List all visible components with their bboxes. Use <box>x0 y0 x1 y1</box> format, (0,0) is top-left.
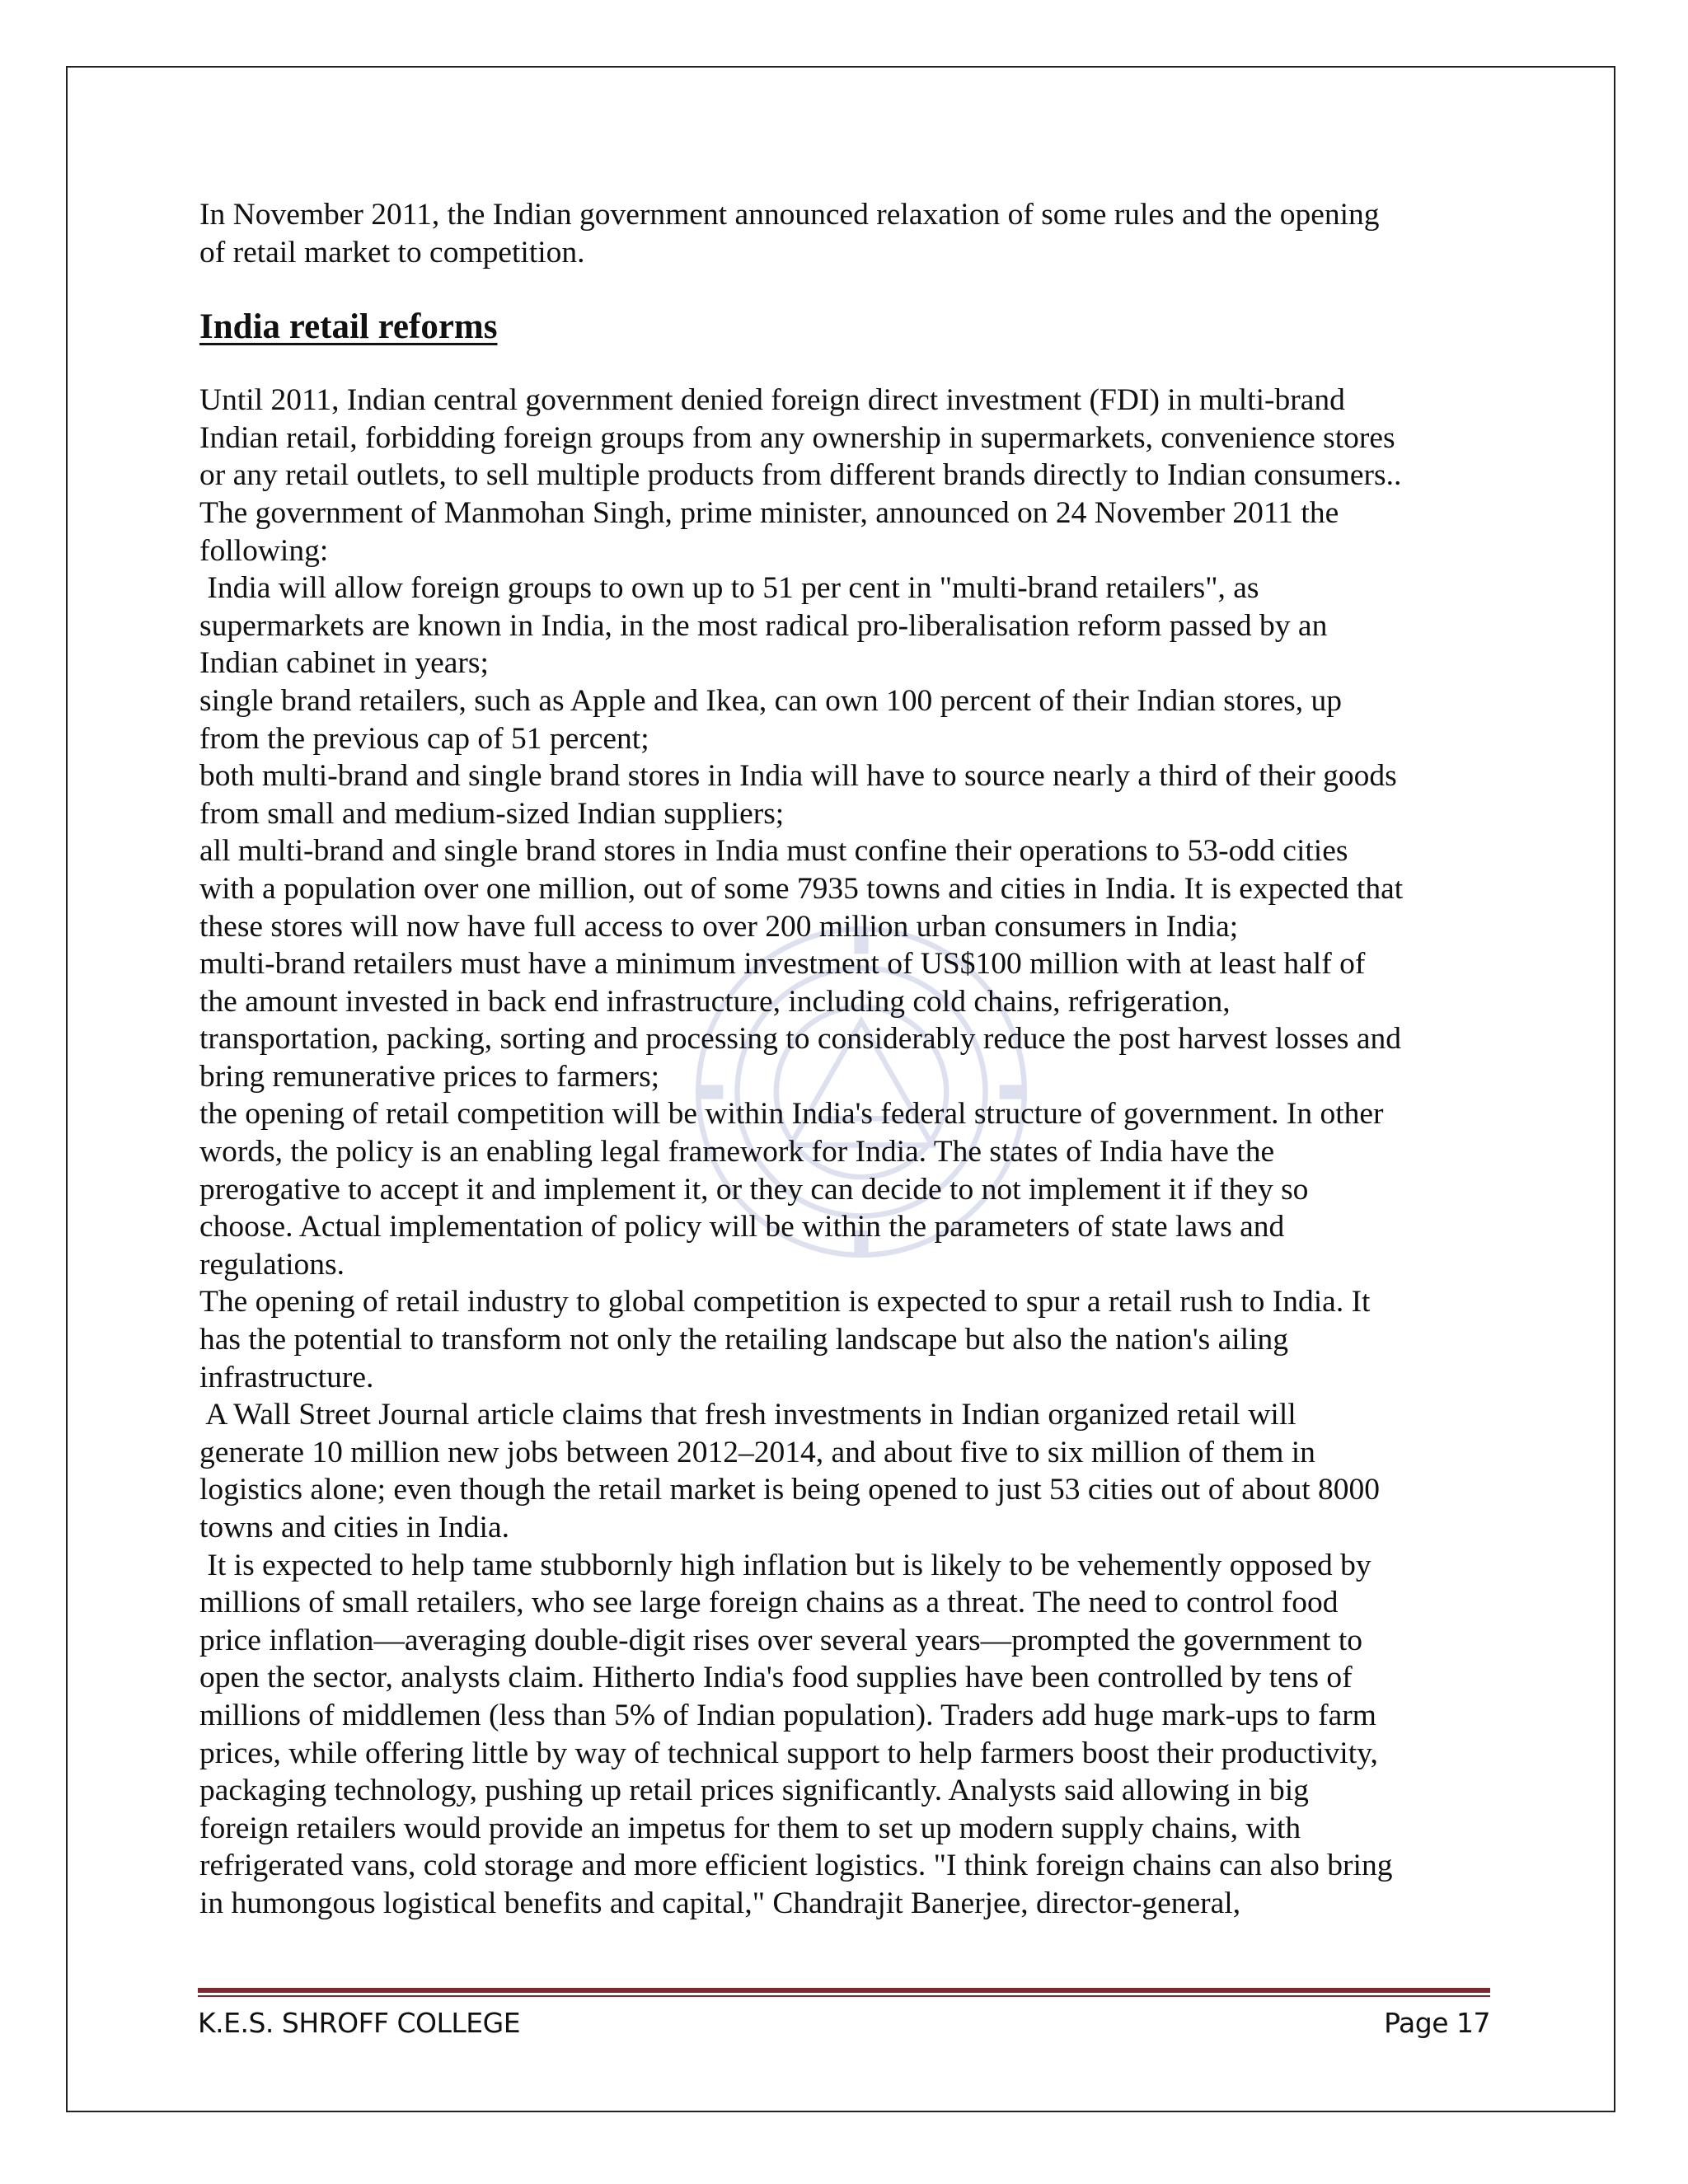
text-line: packaging technology, pushing up retail prices significantly. Analysts said allowing in big <box>199 1774 1309 1808</box>
text-line: in humongous logistical benefits and capital," Chandrajit Banerjee, director-general, <box>199 1886 1241 1920</box>
text-line: In November 2011, the Indian government announced relaxation of some rules and the opening <box>199 198 1380 232</box>
text-line: has the potential to transform not only the retailing landscape but also the nation's ailing <box>199 1323 1289 1357</box>
text-line: words, the policy is an enabling legal framework for India. The states of India have the <box>199 1135 1275 1169</box>
text-line: The opening of retail industry to global competition is expected to spur a retail rush to India. It <box>199 1285 1371 1319</box>
text-line: single brand retailers, such as Apple and Ikea, can own 100 percent of their Indian stores, up <box>199 683 1343 718</box>
text-line: infrastructure. <box>199 1360 374 1394</box>
text-line: foreign retailers would provide an impetus for them to set up modern supply chains, with <box>199 1811 1301 1845</box>
text-line: bring remunerative prices to farmers; <box>199 1059 660 1094</box>
text-line: price inflation—averaging double-digit rises over several years—prompted the government to <box>199 1623 1363 1657</box>
footer-divider <box>198 1988 1490 1998</box>
text-line: regulations. <box>199 1247 345 1282</box>
text-line: these stores will now have full access to over 200 million urban consumers in India; <box>199 909 1239 944</box>
text-line: The government of Manmohan Singh, prime minister, announced on 24 November 2011 the <box>199 495 1339 530</box>
text-line: generate 10 million new jobs between 2012–2014, and about five to six million of them in <box>199 1435 1315 1469</box>
text-line: millions of middlemen (less than 5% of Indian population). Traders add huge mark-ups to farm <box>199 1698 1376 1732</box>
text-line: all multi-brand and single brand stores in India must confine their operations to 53-odd cities <box>199 834 1348 869</box>
text-line: open the sector, analysts claim. Hitherto India's food supplies have been controlled by tens of <box>199 1661 1353 1695</box>
text-line: prices, while offering little by way of technical support to help farmers boost their productivity, <box>199 1736 1378 1770</box>
text-line: multi-brand retailers must have a minimum investment of US$100 million with at least half of <box>199 947 1366 982</box>
text-line: from the previous cap of 51 percent; <box>199 721 649 756</box>
text-line: supermarkets are known in India, in the most radical pro-liberalisation reform passed by an <box>199 608 1328 643</box>
text-line: A Wall Street Journal article claims that fresh investments in Indian organized retail will <box>199 1398 1296 1432</box>
text-line: both multi-brand and single brand stores in India will have to source nearly a third of their goods <box>199 759 1397 794</box>
text-line: transportation, packing, sorting and processing to considerably reduce the post harvest losses and <box>199 1022 1401 1057</box>
reform-details <box>199 382 1502 1922</box>
section-heading: India retail reforms <box>199 307 498 347</box>
text-line: or any retail outlets, to sell multiple products from different brands directly to Indian consumers.. <box>199 458 1402 493</box>
text-line: the amount invested in back end infrastructure, including cold chains, refrigeration, <box>199 984 1231 1019</box>
text-line: from small and medium-sized Indian suppliers; <box>199 796 785 831</box>
text-line: of retail market to competition. <box>199 235 585 269</box>
text-line: the opening of retail competition will be within India's federal structure of government. In other <box>199 1097 1384 1132</box>
text-line: with a population over one million, out of some 7935 towns and cities in India. It is expected that <box>199 871 1404 906</box>
text-line: choose. Actual implementation of policy will be within the parameters of state laws and <box>199 1210 1285 1244</box>
text-line: Until 2011, Indian central government denied foreign direct investment (FDI) in multi-brand <box>199 383 1345 418</box>
text-line: millions of small retailers, who see large foreign chains as a threat. The need to control food <box>199 1586 1339 1620</box>
text-line: following: <box>199 533 329 568</box>
text-line: towns and cities in India. <box>199 1511 509 1544</box>
document-body <box>199 196 1502 1923</box>
footer-college-name: K.E.S. SHROFF COLLEGE <box>198 2007 521 2039</box>
text-line: Indian retail, forbidding foreign groups from any ownership in supermarkets, convenience stores <box>199 420 1395 455</box>
footer-page-number: Page 17 <box>1384 2007 1490 2039</box>
intro-paragraph <box>199 196 1502 271</box>
text-line: refrigerated vans, cold storage and more efficient logistics. "I think foreign chains can also bring <box>199 1849 1393 1883</box>
text-line: prerogative to accept it and implement it, or they can decide to not implement it if they so <box>199 1172 1309 1207</box>
text-line: Indian cabinet in years; <box>199 646 489 681</box>
text-line: It is expected to help tame stubbornly high inflation but is likely to be vehemently opposed by <box>199 1548 1372 1582</box>
text-line: India will allow foreign groups to own up to 51 per cent in "multi-brand retailers", as <box>199 571 1259 606</box>
text-line: logistics alone; even though the retail market is being opened to just 53 cities out of about 8000 <box>199 1473 1380 1507</box>
